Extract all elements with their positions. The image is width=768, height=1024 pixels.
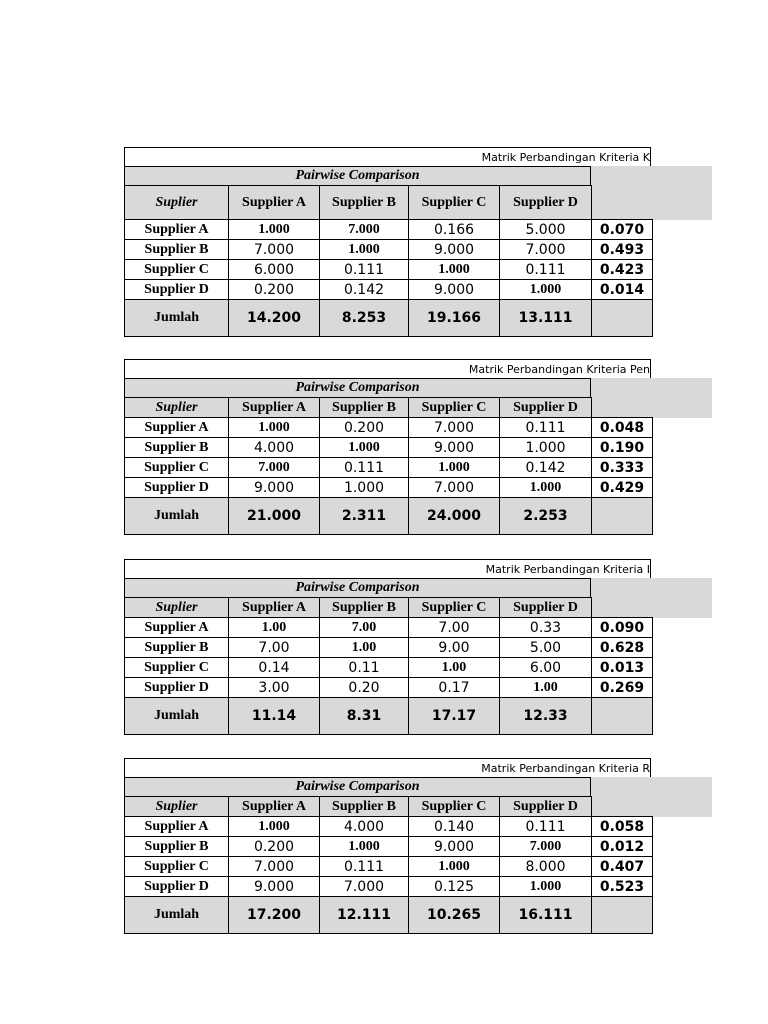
matrix-cell: 1.000 [500, 438, 592, 458]
row-label: Supplier D [125, 280, 229, 300]
total-row [125, 300, 653, 337]
matrix-cell: 5.000 [500, 220, 592, 240]
column-header-3: Supplier C [409, 398, 500, 418]
priority-weight: 0.090 [592, 618, 653, 638]
row-header-label: Suplier [125, 186, 229, 220]
matrix-cell: 0.142 [500, 458, 592, 478]
matrix-cell: 1.00 [229, 618, 320, 638]
matrix-cell: 0.111 [500, 260, 592, 280]
row-label: Supplier A [125, 618, 229, 638]
row-label: Supplier A [125, 220, 229, 240]
matrix-cell: 1.000 [320, 438, 409, 458]
matrix-table [124, 397, 653, 535]
pairwise-caption: Pairwise Comparison [124, 777, 591, 797]
matrix-cell: 9.000 [409, 240, 500, 260]
total-label: Jumlah [125, 300, 229, 337]
matrix-cell: 0.33 [500, 618, 592, 638]
column-total: 12.111 [320, 897, 409, 934]
row-label: Supplier C [125, 857, 229, 877]
matrix-table [124, 185, 653, 337]
row-label: Supplier D [125, 678, 229, 698]
matrix-cell: 5.00 [500, 638, 592, 658]
column-header-2: Supplier B [320, 186, 409, 220]
matrix-cell: 7.000 [229, 240, 320, 260]
column-header-4: Supplier D [500, 186, 592, 220]
priority-weight: 0.012 [592, 837, 653, 857]
matrix-cell: 4.000 [320, 817, 409, 837]
matrix-cell: 1.000 [409, 857, 500, 877]
priority-weight: 0.190 [592, 438, 653, 458]
column-header-3: Supplier C [409, 186, 500, 220]
table-row [125, 438, 653, 458]
table-row [125, 658, 653, 678]
priority-weight: 0.423 [592, 260, 653, 280]
matrix-cell: 1.000 [320, 837, 409, 857]
matrix-cell: 1.000 [229, 220, 320, 240]
table-row [125, 260, 653, 280]
pairwise-caption: Pairwise Comparison [124, 578, 591, 598]
matrix-title: Matrik Perbandingan Kriteria I [124, 559, 651, 578]
priority-weight: 0.523 [592, 877, 653, 897]
header-row [125, 398, 653, 418]
priority-weight: 0.013 [592, 658, 653, 678]
column-total: 8.253 [320, 300, 409, 337]
matrix-cell: 7.000 [500, 837, 592, 857]
row-label: Supplier C [125, 658, 229, 678]
column-header-4: Supplier D [500, 797, 592, 817]
pairwise-caption: Pairwise Comparison [124, 378, 591, 398]
matrix-cell: 0.200 [229, 837, 320, 857]
matrix-cell: 0.111 [320, 458, 409, 478]
matrix-cell: 7.00 [409, 618, 500, 638]
total-label: Jumlah [125, 698, 229, 735]
column-header-3: Supplier C [409, 797, 500, 817]
column-total: 12.33 [500, 698, 592, 735]
matrix-cell: 0.14 [229, 658, 320, 678]
row-label: Supplier B [125, 240, 229, 260]
column-header-2: Supplier B [320, 797, 409, 817]
matrix-cell: 4.000 [229, 438, 320, 458]
column-header-4: Supplier D [500, 398, 592, 418]
matrix-cell: 1.000 [500, 478, 592, 498]
matrix-cell: 0.125 [409, 877, 500, 897]
weight-header-cell [592, 797, 653, 817]
total-row [125, 498, 653, 535]
priority-weight: 0.014 [592, 280, 653, 300]
weight-header-cell [592, 186, 653, 220]
row-label: Supplier B [125, 837, 229, 857]
matrix-title: Matrik Perbandingan Kriteria Pen [124, 359, 651, 378]
row-label: Supplier C [125, 458, 229, 478]
matrix-cell: 7.00 [229, 638, 320, 658]
header-row [125, 598, 653, 618]
row-label: Supplier B [125, 438, 229, 458]
pairwise-caption: Pairwise Comparison [124, 166, 591, 186]
matrix-cell: 8.000 [500, 857, 592, 877]
column-header-3: Supplier C [409, 598, 500, 618]
weight-header-cell [592, 598, 653, 618]
matrix-title: Matrik Perbandingan Kriteria K [124, 147, 651, 166]
matrix-cell: 0.200 [320, 418, 409, 438]
matrix-cell: 1.000 [500, 877, 592, 897]
matrix-cell: 1.000 [229, 418, 320, 438]
column-header-1: Supplier A [229, 398, 320, 418]
matrix-cell: 6.00 [500, 658, 592, 678]
matrix-cell: 1.000 [320, 240, 409, 260]
table-row [125, 877, 653, 897]
matrix-cell: 0.111 [500, 817, 592, 837]
column-total: 2.253 [500, 498, 592, 535]
matrix-title: Matrik Perbandingan Kriteria R [124, 758, 651, 777]
matrix-cell: 0.20 [320, 678, 409, 698]
priority-weight: 0.429 [592, 478, 653, 498]
table-row [125, 478, 653, 498]
matrix-cell: 1.00 [409, 658, 500, 678]
total-weight-cell [592, 698, 653, 735]
matrix-cell: 6.000 [229, 260, 320, 280]
matrix-cell: 9.000 [409, 280, 500, 300]
matrix-cell: 0.17 [409, 678, 500, 698]
column-header-1: Supplier A [229, 186, 320, 220]
table-row [125, 458, 653, 478]
matrix-cell: 1.000 [409, 260, 500, 280]
table-row [125, 817, 653, 837]
row-label: Supplier A [125, 418, 229, 438]
matrix-cell: 1.000 [409, 458, 500, 478]
total-weight-cell [592, 300, 653, 337]
matrix-cell: 1.000 [229, 817, 320, 837]
table-row [125, 418, 653, 438]
priority-weight: 0.070 [592, 220, 653, 240]
table-row [125, 638, 653, 658]
column-header-1: Supplier A [229, 598, 320, 618]
matrix-cell: 1.000 [500, 280, 592, 300]
column-total: 16.111 [500, 897, 592, 934]
matrix-cell: 7.000 [229, 857, 320, 877]
matrix-cell: 0.111 [320, 260, 409, 280]
priority-weight: 0.628 [592, 638, 653, 658]
priority-weight: 0.269 [592, 678, 653, 698]
matrix-cell: 7.00 [320, 618, 409, 638]
table-row [125, 837, 653, 857]
column-total: 17.17 [409, 698, 500, 735]
matrix-table [124, 597, 653, 735]
column-header-1: Supplier A [229, 797, 320, 817]
matrix-cell: 1.00 [320, 638, 409, 658]
matrix-cell: 7.000 [500, 240, 592, 260]
weight-header-cell [592, 398, 653, 418]
matrix-cell: 9.00 [409, 638, 500, 658]
matrix-cell: 0.140 [409, 817, 500, 837]
matrix-cell: 0.200 [229, 280, 320, 300]
column-header-4: Supplier D [500, 598, 592, 618]
priority-weight: 0.058 [592, 817, 653, 837]
matrix-cell: 0.166 [409, 220, 500, 240]
column-total: 14.200 [229, 300, 320, 337]
table-row [125, 220, 653, 240]
total-row [125, 897, 653, 934]
header-row [125, 186, 653, 220]
matrix-cell: 0.111 [500, 418, 592, 438]
header-row [125, 797, 653, 817]
total-label: Jumlah [125, 897, 229, 934]
column-total: 8.31 [320, 698, 409, 735]
column-total: 2.311 [320, 498, 409, 535]
matrix-table [124, 796, 653, 934]
total-weight-cell [592, 498, 653, 535]
column-total: 21.000 [229, 498, 320, 535]
priority-weight: 0.407 [592, 857, 653, 877]
matrix-cell: 7.000 [320, 220, 409, 240]
row-header-label: Suplier [125, 797, 229, 817]
column-total: 19.166 [409, 300, 500, 337]
matrix-cell: 9.000 [229, 478, 320, 498]
table-row [125, 857, 653, 877]
matrix-cell: 0.11 [320, 658, 409, 678]
row-header-label: Suplier [125, 598, 229, 618]
column-total: 10.265 [409, 897, 500, 934]
column-total: 13.111 [500, 300, 592, 337]
table-row [125, 618, 653, 638]
table-row [125, 240, 653, 260]
priority-weight: 0.333 [592, 458, 653, 478]
row-label: Supplier D [125, 478, 229, 498]
matrix-cell: 7.000 [320, 877, 409, 897]
matrix-cell: 1.000 [320, 478, 409, 498]
column-total: 11.14 [229, 698, 320, 735]
matrix-cell: 0.111 [320, 857, 409, 877]
row-label: Supplier D [125, 877, 229, 897]
table-row [125, 280, 653, 300]
total-row [125, 698, 653, 735]
row-header-label: Suplier [125, 398, 229, 418]
column-header-2: Supplier B [320, 598, 409, 618]
priority-weight: 0.493 [592, 240, 653, 260]
matrix-cell: 9.000 [409, 438, 500, 458]
matrix-cell: 0.142 [320, 280, 409, 300]
priority-weight: 0.048 [592, 418, 653, 438]
row-label: Supplier C [125, 260, 229, 280]
matrix-cell: 3.00 [229, 678, 320, 698]
matrix-cell: 1.00 [500, 678, 592, 698]
matrix-cell: 7.000 [409, 478, 500, 498]
column-total: 17.200 [229, 897, 320, 934]
table-row [125, 678, 653, 698]
matrix-cell: 7.000 [229, 458, 320, 478]
matrix-cell: 9.000 [409, 837, 500, 857]
matrix-cell: 9.000 [229, 877, 320, 897]
total-weight-cell [592, 897, 653, 934]
row-label: Supplier B [125, 638, 229, 658]
row-label: Supplier A [125, 817, 229, 837]
column-total: 24.000 [409, 498, 500, 535]
column-header-2: Supplier B [320, 398, 409, 418]
matrix-cell: 7.000 [409, 418, 500, 438]
total-label: Jumlah [125, 498, 229, 535]
